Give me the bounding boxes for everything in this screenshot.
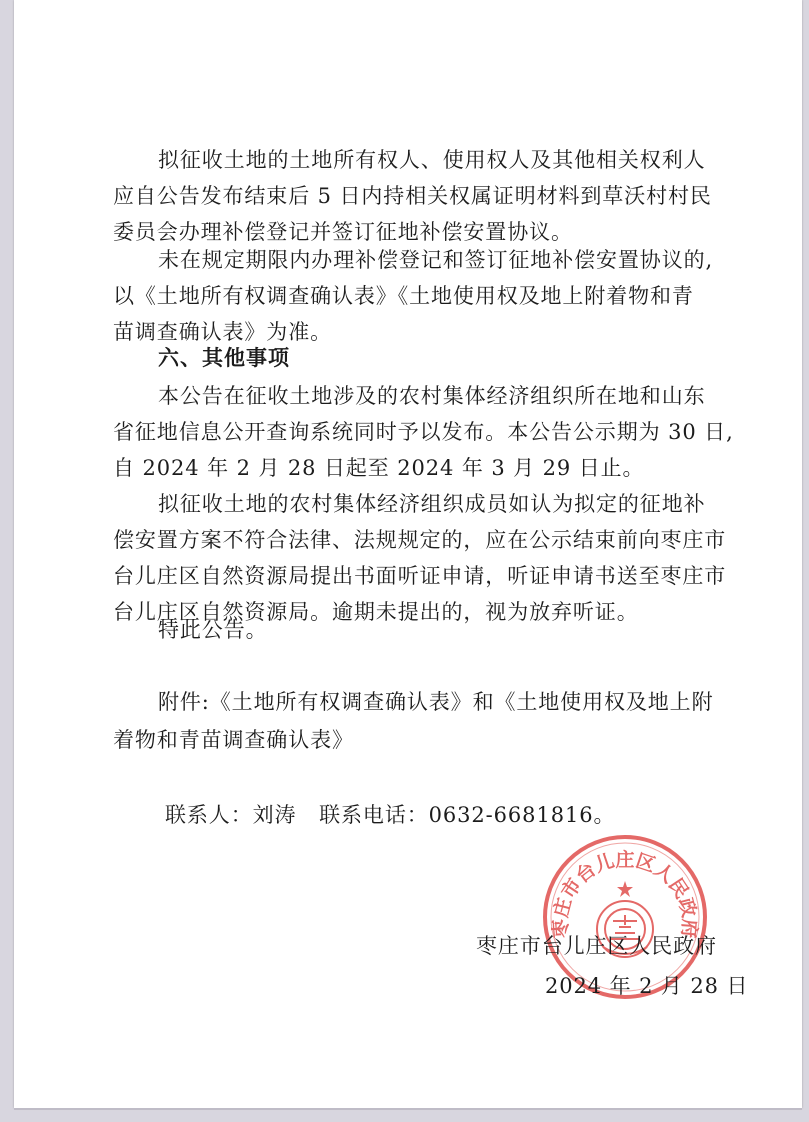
text-line: 委员会办理补偿登记并签订征地补偿安置协议。: [113, 220, 573, 245]
paragraph-publication-first-line: [158, 378, 706, 414]
text-line: 台儿庄区自然资源局提出书面听证申请，听证申请书送至枣庄市: [113, 564, 727, 589]
paragraph-publication-rest: [113, 414, 734, 486]
paragraph-hearing-first-line: [158, 486, 706, 522]
text-line: 着物和青苗调查确认表》: [113, 728, 354, 752]
paragraph-deadline-rest: [113, 278, 694, 350]
text-line: 应自公告发布结束后 5 日内持相关权属证明材料到草沃村村民: [113, 184, 712, 208]
attachment-rest: [113, 722, 354, 758]
text-line: 特此公告。: [158, 618, 268, 642]
attachment-first-line: [158, 684, 713, 720]
paragraph-closing: [158, 612, 268, 648]
paragraph-registration-first-line: [158, 142, 706, 178]
issuing-organization: 枣庄市台儿庄区人民政府: [476, 934, 717, 958]
paragraph-deadline-first-line: [158, 242, 713, 278]
text-line: 省征地信息公开查询系统同时予以发布。本公告公示期为 30 日,: [113, 420, 734, 444]
text-line: 自 2024 年 2 月 28 日起至 2024 年 3 月 29 日止。: [113, 456, 645, 481]
text-line: 拟征收土地的农村集体经济组织成员如认为拟定的征地补: [158, 492, 706, 516]
text-line: 偿安置方案不符合法律、法规规定的，应在公示结束前向枣庄市: [113, 528, 727, 552]
text-line: 苗调查确认表》为准。: [113, 320, 332, 345]
text-line: 附件:《土地所有权调查确认表》和《土地使用权及地上附: [158, 690, 714, 714]
svg-text:枣庄市台儿庄区人民政府: 枣庄市台儿庄区人民政府: [549, 848, 701, 939]
text-line: 本公告在征收土地涉及的农村集体经济组织所在地和山东: [158, 384, 706, 408]
issue-date: 2024 年 2 月 28 日: [545, 974, 749, 998]
text-line: 以《土地所有权调查确认表》《土地使用权及地上附着物和青: [113, 284, 694, 308]
text-line: 台儿庄区自然资源局。逾期未提出的，视为放弃听证。: [113, 600, 639, 625]
text-line: 未在规定期限内办理补偿登记和签订征地补偿安置协议的,: [158, 248, 714, 272]
section-heading: 六、其他事项: [158, 346, 290, 370]
text-line: 拟征收土地的土地所有权人、使用权人及其他相关权利人: [158, 148, 706, 172]
paragraph-registration-rest: [113, 178, 712, 250]
contact-line: 联系人：刘涛 联系电话：0632-6681816。: [165, 803, 616, 827]
